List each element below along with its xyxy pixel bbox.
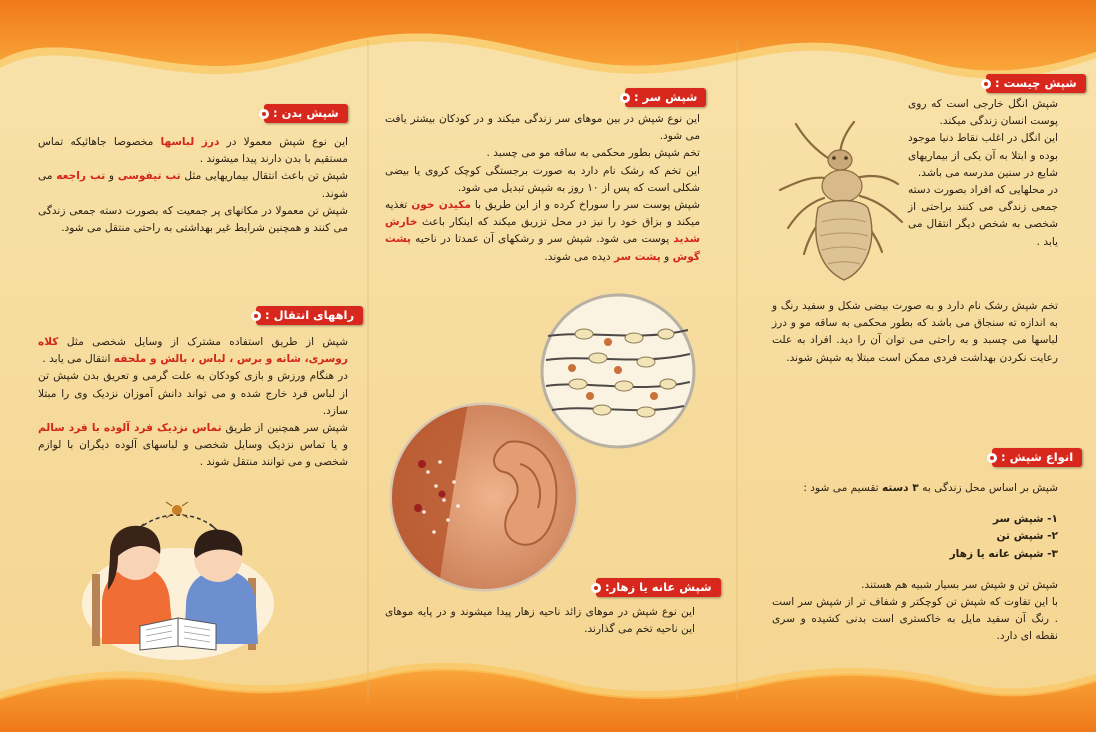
section-title-head-lice: شپش سر : <box>625 88 706 107</box>
highlight-sucking-blood: مکیدن خون <box>411 199 471 212</box>
highlight-back-of-head: پشت سر <box>614 250 661 263</box>
section-title-transmission: راههای انتقال : <box>256 306 363 325</box>
head-lice-text-fragment: دیده می شوند. <box>544 250 611 263</box>
body-lice-text-fragment: و <box>108 170 115 183</box>
highlight-severe-itching: خارش شدید <box>385 216 700 246</box>
what-is-lice-paragraph-1: شپش انگل خارجی است که روی پوست انسان زندگی میکند. <box>908 98 1058 128</box>
highlight-clothing-seams: درز لباسها <box>160 136 220 148</box>
section-title-body-lice: شپش بدن : <box>264 104 348 123</box>
pubic-lice-text <box>385 604 695 638</box>
what-is-lice-paragraph-2: این انگل در اغلب نقاط دنیا موجود بوده و ابتلا به آن یکی از بیماریهای شایع در سنین مدرسه می باشد. <box>908 132 1058 179</box>
body-lice-text-fragment: شپش تن باعث انتقال بیماریهایی مثل <box>184 170 349 183</box>
head-lice-paragraph-2: تخم شپش بطور محکمی به ساقه مو می چسبد . <box>486 147 700 160</box>
what-is-lice-text-top <box>908 96 1058 251</box>
ear-scalp-closeup-illustration <box>388 402 580 592</box>
body-lice-paragraph-2 <box>38 168 348 202</box>
section-title-lice-types: انواع شپش : <box>992 448 1082 467</box>
transmission-paragraph-1 <box>38 334 348 368</box>
head-lice-text <box>385 111 700 266</box>
head-lice-text-fragment: تغذیه میکند و بزاق خود را نیز در محل تزریق میکند که اینکار باعث <box>385 199 700 229</box>
lice-type-item: ۳- شپش عانه یا زهار <box>949 547 1058 560</box>
lice-type-item: ۱- شپش سر <box>993 513 1058 526</box>
body-lice-text <box>38 134 348 237</box>
body-lice-paragraph-1 <box>38 134 348 168</box>
head-lice-text-fragment: شپش پوست سر را سوراخ کرده و از این طریق با <box>474 199 700 212</box>
highlight-typhus: تب تیفوسی <box>117 170 181 183</box>
highlight-close-contact: تماس نزدیک فرد آلوده با فرد سالم <box>38 422 222 435</box>
head-lice-text-fragment: پوست می شود. شپش سر و رشکهای آن عمدتا در ناحیه <box>415 233 670 246</box>
highlight-personal-items: کلاه روسری، شانه و برس ، لباس ، بالش و ملحفه <box>38 336 348 366</box>
transmission-text-fragment: و یا تماس نزدیک وسایل شخصی و لباسهای آلوده دیگران با لوازم شخصی و می توانند منتقل شوند . <box>38 439 348 469</box>
lice-types-paragraph-1: شپش تن و شپش سر بسیار شبیه هم هستند. <box>861 578 1058 591</box>
section-title-pubic-lice: شپش عانه یا زهار: <box>596 578 721 597</box>
transmission-text-fragment: شپش از طریق استفاده مشترک از وسایل شخصی مثل <box>66 336 348 348</box>
highlight-behind-ear: پشت گوش <box>385 233 700 263</box>
transmission-paragraph-2: در هنگام ورزش و بازی کودکان به علت گرمی و تعریق بدن شپش تن از لباس فرد خارج شده و می تواند دانش آموزان نزدیک وی را مبتلا سازد. <box>38 370 348 417</box>
transmission-text-fragment: انتقال می یابد . <box>42 353 111 366</box>
lice-types-paragraph-2: با این تفاوت که شپش تن کوچکتر و شفاف تر از شپش سر است . رنگ آن سفید مایل به خاکستری است بدنی کشیده و سری نقطه ای دارد. <box>772 596 1058 643</box>
body-lice-text-fragment: این نوع شپش معمولا در <box>226 136 348 148</box>
highlight-relapsing-fever: تب راجعه <box>56 170 106 183</box>
lice-types-intro-count: ۳ دسته <box>882 482 919 494</box>
lice-types-intro-part-1: شپش بر اساس محل زندگی به <box>922 482 1058 494</box>
lice-types-text <box>772 480 1058 646</box>
transmission-paragraph-3 <box>38 420 348 472</box>
what-is-lice-paragraph-4: تخم شپش رشک نام دارد و به صورت بیضی شکل و سفید رنگ و به اندازه ته سنجاق می باشد که بطور محکمی به ساقه مو و درز لباسها می چسبد و به راحتی می توان آن را دید. افراد به علت رعایت نکردن بهداشت فردی ممکن است مبتلا به شپش شوند. <box>772 300 1058 364</box>
head-lice-text-fragment: و <box>664 250 670 263</box>
lice-types-intro-part-2: تقسیم می شود : <box>803 482 879 494</box>
transmission-text-fragment: شپش سر همچنین از طریق <box>225 422 348 435</box>
section-title-what-is-lice: شپش چیست : <box>986 74 1086 93</box>
lice-types-list <box>772 511 1058 563</box>
head-lice-paragraph-1: این نوع شپش در بین موهای سر زندگی میکند و در کودکان بیشتر یافت می شود. <box>385 113 700 143</box>
body-lice-paragraph-3: شپش تن معمولا در مکانهای پر جمعیت که بصورت دسته جمعی زندگی می کنند و همچنین شرایط غیر بهداشتی به راحتی منتقل می شود. <box>38 204 348 235</box>
head-lice-paragraph-4 <box>385 197 700 266</box>
body-lice-text-fragment: مخصوصا جاهائیکه تماس مستقیم با بدن دارند پیدا میشوند . <box>38 136 348 166</box>
transmission-text <box>38 334 348 472</box>
lice-type-item: ۲- شپش تن <box>996 530 1058 543</box>
body-lice-text-fragment: می شوند. <box>38 170 348 200</box>
what-is-lice-paragraph-3: در محلهایی که افراد بصورت دسته جمعی زندگی می کنند براحتی از شخصی به شخص دیگر انتقال می یابد . <box>908 184 1058 248</box>
lice-types-intro <box>772 480 1058 497</box>
pubic-lice-paragraph: این نوع شپش در موهای زائد ناحیه زهار پیدا میشوند و در پایه موهای این ناحیه تخم می گذارند. <box>385 606 695 636</box>
head-lice-paragraph-3: این تخم که رشک نام دارد به صورت برجستگی کوچک کروی یا بیضی شکلی است که پس از ۱۰ روز به شپش تبدیل می شود. <box>385 164 700 194</box>
what-is-lice-text-bottom <box>772 298 1058 367</box>
children-reading-illustration <box>78 494 278 666</box>
louse-illustration <box>768 118 918 286</box>
